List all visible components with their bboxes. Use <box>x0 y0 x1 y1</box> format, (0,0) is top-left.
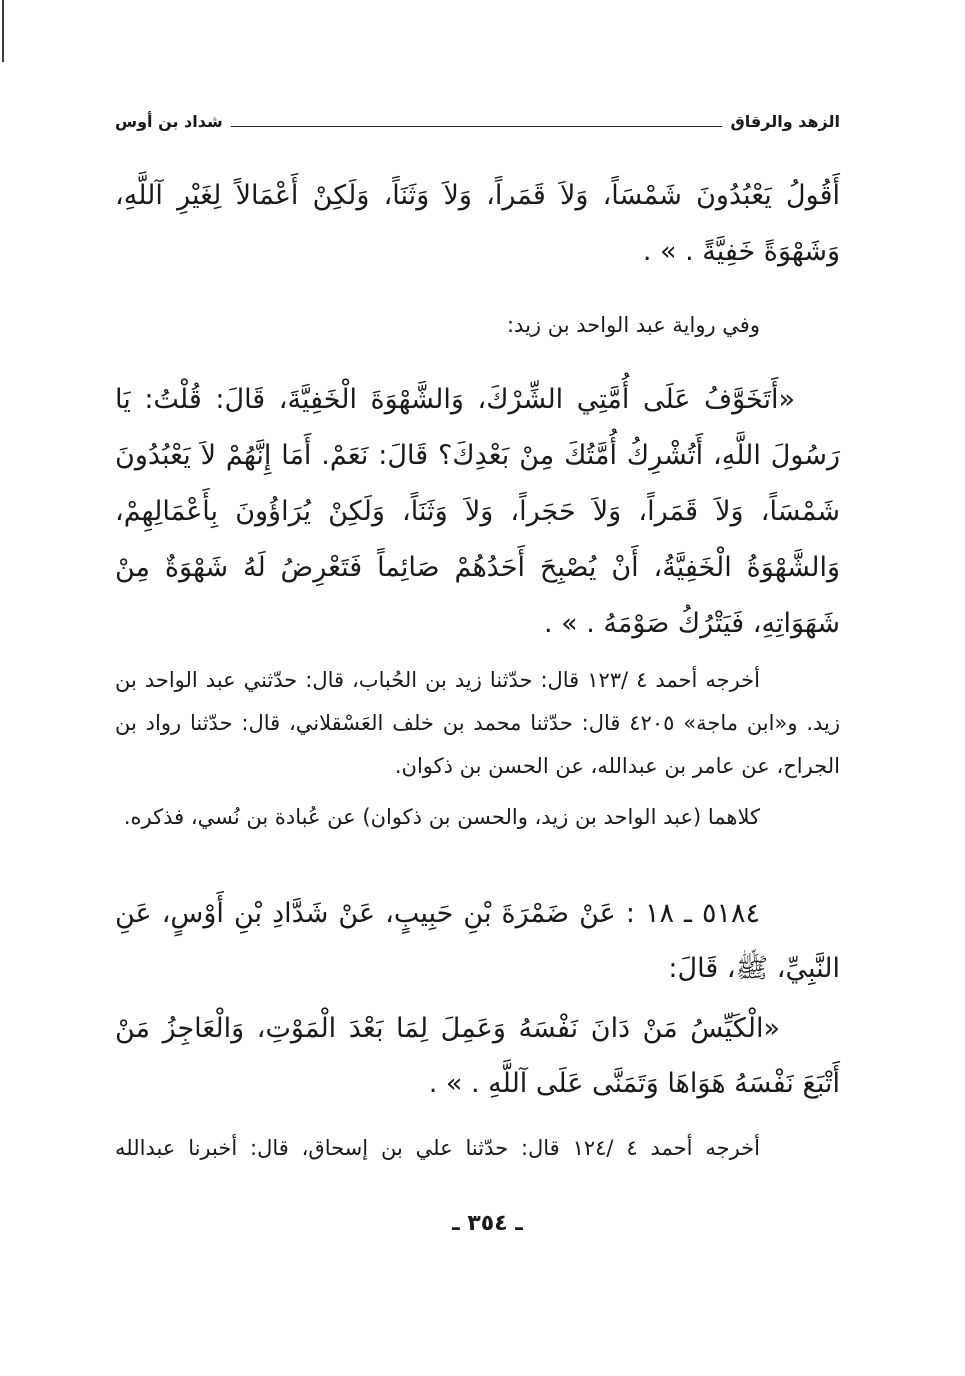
running-header <box>115 108 840 132</box>
hadith-text-continuation: أَقُولُ يَعْبُدُونَ شَمْسَاً، وَلاَ قَمَراً، وَلاَ وَثَنَاً، وَلَكِنْ أَعْمَالاً لِغَيْرِ آللَّهِ، وَشَهْوَةً خَفِيَّةً . » . <box>115 180 840 267</box>
scan-edge-line <box>2 0 4 62</box>
book-page <box>115 108 840 1239</box>
header-rule <box>231 126 723 127</box>
hadith-matn-5184: «الْكَيِّسُ مَنْ دَانَ نَفْسَهُ وَعَمِلَ لِمَا بَعْدَ الْمَوْتِ، وَالْعَاجِزُ مَنْ أَتْبَعَ نَفْسَهُ هَوَاهَا وَتَمَنَّى عَلَى آللَّهِ . » . <box>115 1013 840 1099</box>
takhrij-note: أخرجه أحمد ٤ /١٢٣ قال: حدّثنا زيد بن الحُباب، قال: حدّثني عبد الواحد بن زيد. و«ابن ماجة» ٤٢٠٥ قال: حدّثنا محمد بن خلف العَسْقلاني، قال: حدّثنا رواد بن الجراح، عن عامر بن عبدالله، عن الحسن بن ذكوان. <box>115 668 841 778</box>
header-chapter-name: شداد بن أوس <box>115 112 223 131</box>
takhrij-note-5184: أخرجه أحمد ٤ /١٢٤ قال: حدّثنا علي بن إسحاق، قال: أخبرنا عبدالله <box>115 1136 760 1160</box>
hadith-text-variant: «أَتَخَوَّفُ عَلَى أُمَّتِي الشِّرْكَ، وَالشَّهْوَةَ الْخَفِيَّةَ، قَالَ: قُلْتُ: يَا رَسُولَ اللَّهِ، أَتُشْرِكُ أُمَّتُكَ مِنْ بَعْدِكَ؟ قَالَ: نَعَمْ. أَمَا إِنَّهُمْ لاَ يَعْبُدُونَ شَمْسَاً، وَلاَ قَمَراً، وَلاَ حَجَراً، وَلاَ وَثَنَاً، وَلَكِنْ يُرَاؤُونَ بِأَعْمَالِهِمْ، وَالشَّهْوَةُ الْخَفِيَّةُ، أَنْ يُصْبِحَ أَحَدُهُمْ صَائِماً فَتَعْرِضُ لَهُ شَهْوَةٌ مِنْ شَهَوَاتِهِ، فَيَتْرُكُ صَوْمَهُ . » . <box>115 384 840 639</box>
header-book-section: الزهد والرقاق <box>730 112 840 131</box>
hadith-isnad-5184: ٥١٨٤ ـ ١٨ : عَنْ ضَمْرَةَ بْنِ حَبِيبٍ، عَنْ شَدَّادِ بْنِ أَوْسٍ، عَنِ النَّبِيِّ، ﷺ، قَالَ: <box>115 898 840 984</box>
takhrij-note-chain: كلاهما (عبد الواحد بن زيد، والحسن بن ذكوان) عن عُبادة بن نُسي، فذكره. <box>123 805 760 829</box>
narration-intro: وفي رواية عبد الواحد بن زيد: <box>506 313 760 337</box>
page-number: ـ ٣٥٤ ـ <box>452 1211 523 1236</box>
